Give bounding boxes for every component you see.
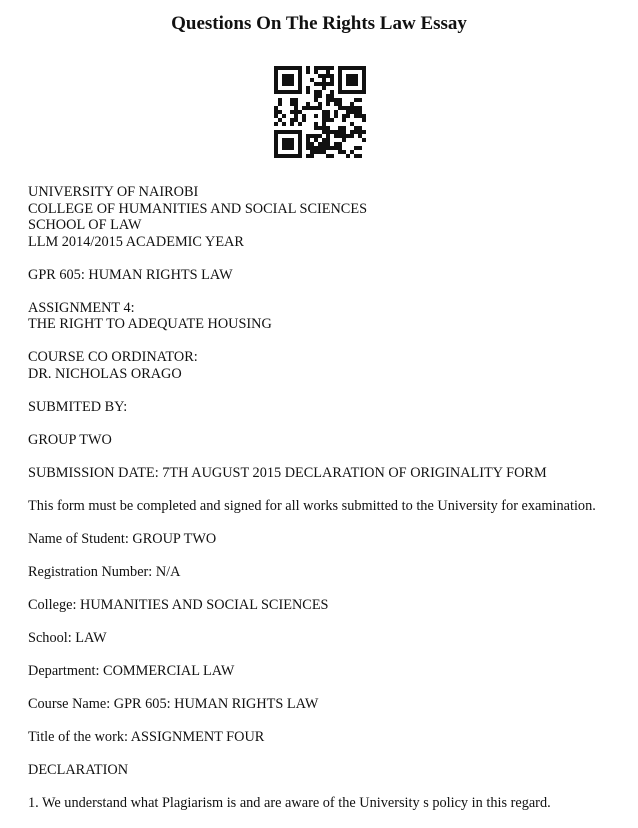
- field-text: Department: COMMERCIAL LAW: [28, 662, 235, 679]
- course-line: [28, 267, 618, 284]
- school-name: SCHOOL OF LAW: [28, 217, 142, 233]
- field-text: College: HUMANITIES AND SOCIAL SCIENCES: [28, 596, 329, 613]
- field-registration-number: [28, 564, 618, 581]
- field-text: Title of the work: ASSIGNMENT FOUR: [28, 728, 265, 745]
- submission-date: SUBMISSION DATE: 7TH AUGUST 2015 DECLARATION OF ORIGINALITY FORM: [28, 464, 547, 481]
- field-work-title: [28, 729, 618, 746]
- field-text: School: LAW: [28, 629, 107, 646]
- document-title: Questions On The Rights Law Essay: [171, 13, 467, 34]
- group-name-block: [28, 432, 618, 449]
- declaration-item-1: [28, 795, 618, 812]
- field-course-name: [28, 696, 618, 713]
- field-department: [28, 663, 618, 680]
- coordinator-block: [28, 349, 618, 382]
- assignment-block: [28, 300, 618, 333]
- declaration-heading-block: [28, 762, 618, 779]
- course-code: GPR 605: HUMAN RIGHTS LAW: [28, 266, 233, 283]
- field-student-name: [28, 531, 618, 548]
- submission-date-block: [28, 465, 618, 482]
- document-body: [28, 184, 618, 828]
- field-text: Registration Number: N/A: [28, 563, 181, 580]
- assignment-title: THE RIGHT TO ADEQUATE HOUSING: [28, 316, 272, 332]
- qr-code-icon: [274, 66, 366, 158]
- college-name: COLLEGE OF HUMANITIES AND SOCIAL SCIENCES: [28, 200, 368, 217]
- coordinator-name: DR. NICHOLAS ORAGO: [28, 365, 182, 382]
- academic-year: LLM 2014/2015 ACADEMIC YEAR: [28, 233, 244, 250]
- form-note-block: [28, 498, 618, 515]
- coordinator-label: COURSE CO ORDINATOR:: [28, 349, 198, 365]
- field-school: [28, 630, 618, 647]
- assignment-number: ASSIGNMENT 4:: [28, 299, 135, 316]
- form-note: This form must be completed and signed for all works submitted to the University for examination.: [28, 497, 596, 514]
- institution-header: [28, 184, 618, 250]
- group-name: GROUP TWO: [28, 431, 112, 448]
- declaration-heading: DECLARATION: [28, 761, 129, 778]
- field-text: Course Name: GPR 605: HUMAN RIGHTS LAW: [28, 695, 319, 712]
- submitted-by: [28, 399, 618, 416]
- field-college: [28, 597, 618, 614]
- submitted-by-label: SUBMITED BY:: [28, 398, 128, 415]
- field-text: Name of Student: GROUP TWO: [28, 530, 217, 547]
- declaration-text: 1. We understand what Plagiarism is and are aware of the University s policy in this regard.: [28, 794, 551, 811]
- university-name: UNIVERSITY OF NAIROBI: [28, 184, 199, 200]
